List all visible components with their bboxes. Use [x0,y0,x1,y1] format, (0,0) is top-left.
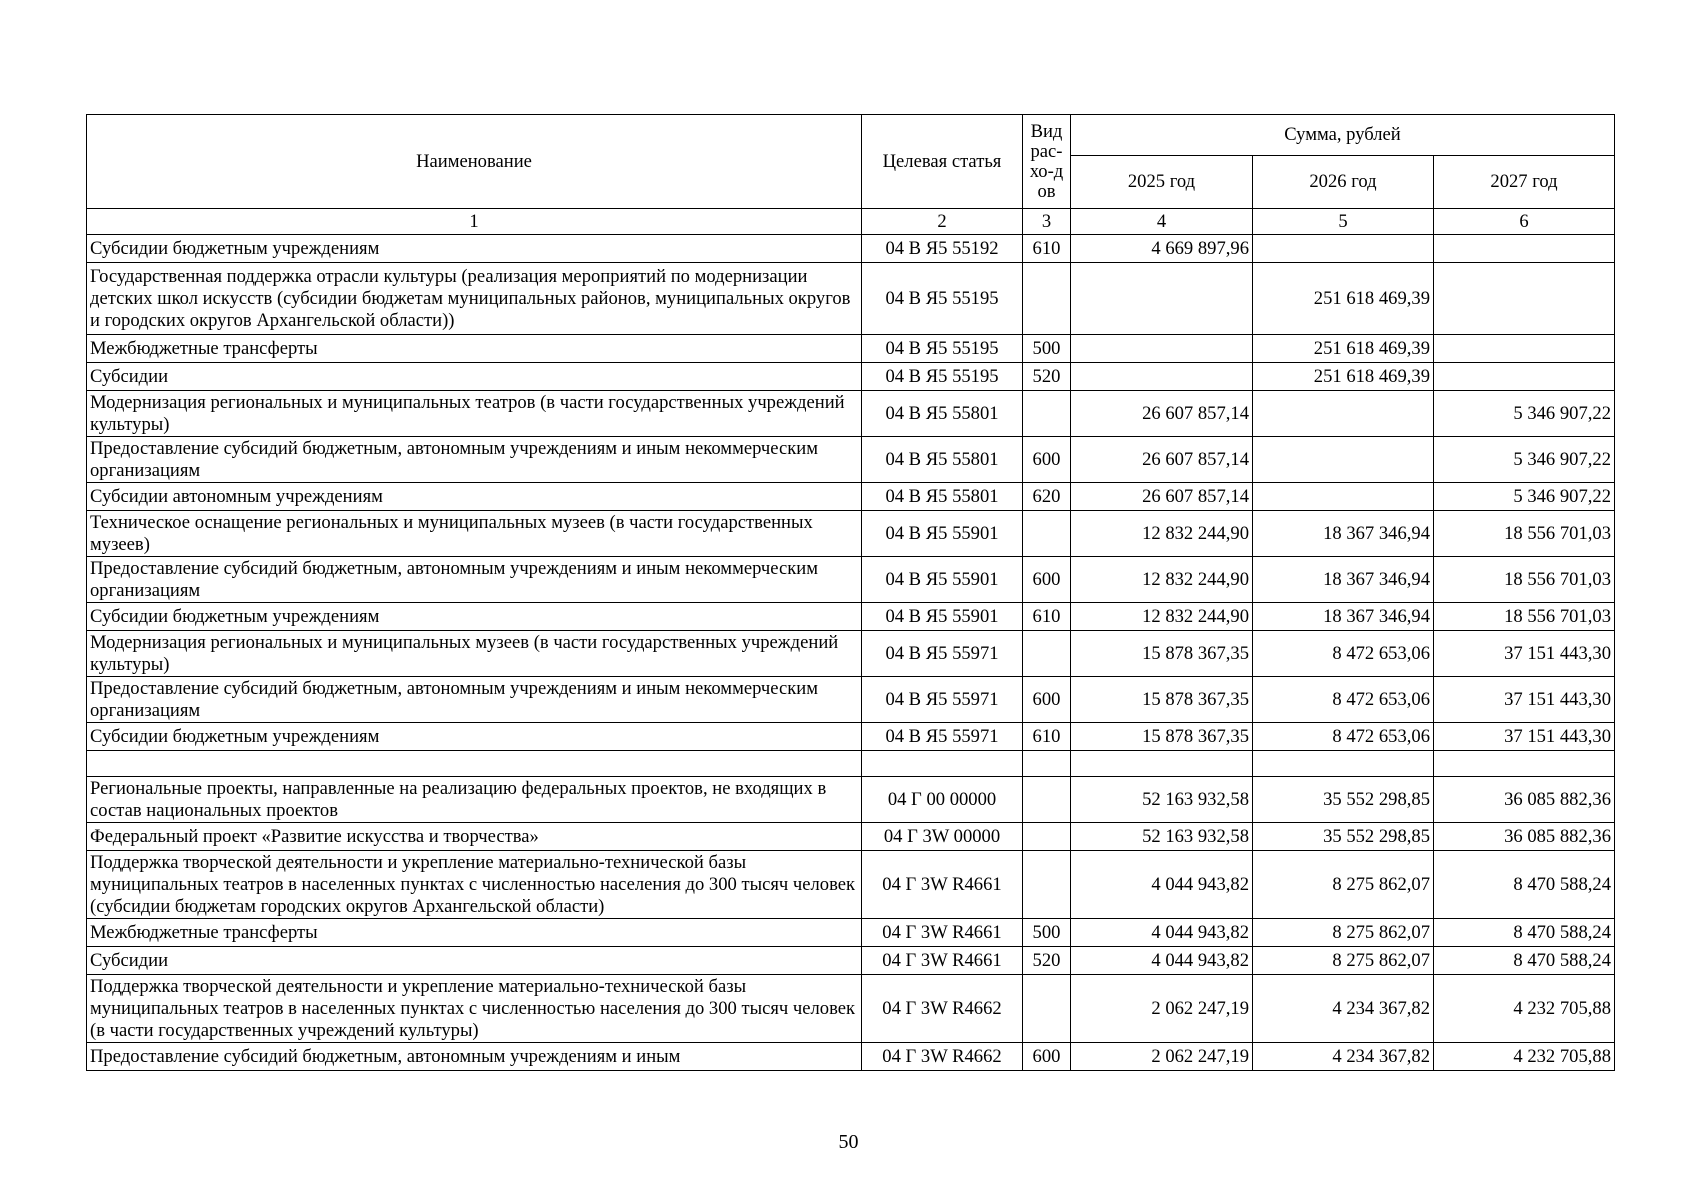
row-name: Модернизация региональных и муниципальных музеев (в части государственных учреждений культуры) [87,631,862,677]
row-name: Субсидии бюджетным учреждениям [87,603,862,631]
row-name: Предоставление субсидий бюджетным, автономным учреждениям и иным [87,1043,862,1071]
header-name: Наименование [87,115,862,209]
row-kind: 600 [1023,1043,1071,1071]
row-amount-2026: 18 367 346,94 [1253,511,1434,557]
row-amount-2025: 26 607 857,14 [1071,437,1253,483]
row-name: Государственная поддержка отрасли культуры (реализация мероприятий по модернизации детских школ искусств (субсидии бюджетам муниципальных районов, муниципальных округов и городских округов Архангельской области)) [87,263,862,335]
header-year-2026: 2026 год [1253,156,1434,209]
row-amount-2026: 4 234 367,82 [1253,975,1434,1043]
column-number: 2 [862,209,1023,235]
row-amount-2027: 36 085 882,36 [1434,777,1615,823]
row-amount-2027 [1434,235,1615,263]
row-amount-2026 [1253,391,1434,437]
row-amount-2025: 26 607 857,14 [1071,391,1253,437]
row-kind: 600 [1023,677,1071,723]
table-row [87,975,1615,1043]
row-code: 04 Г 3W R4662 [862,1043,1023,1071]
row-name: Предоставление субсидий бюджетным, автономным учреждениям и иным некоммерческим организациям [87,677,862,723]
row-code: 04 В Я5 55971 [862,677,1023,723]
row-code: 04 Г 3W R4662 [862,975,1023,1043]
row-amount-2027: 8 470 588,24 [1434,851,1615,919]
row-name: Техническое оснащение региональных и муниципальных музеев (в части государственных музеев) [87,511,862,557]
row-amount-2026: 251 618 469,39 [1253,335,1434,363]
row-code: 04 В Я5 55192 [862,235,1023,263]
row-kind: 520 [1023,947,1071,975]
row-amount-2025: 4 669 897,96 [1071,235,1253,263]
column-number: 6 [1434,209,1615,235]
table-row [87,363,1615,391]
table-row [87,483,1615,511]
row-amount-2027 [1434,335,1615,363]
row-kind: 520 [1023,363,1071,391]
row-amount-2026: 18 367 346,94 [1253,603,1434,631]
row-amount-2025: 52 163 932,58 [1071,777,1253,823]
row-name: Межбюджетные трансферты [87,919,862,947]
budget-table [86,114,1615,1071]
row-name: Субсидии бюджетным учреждениям [87,723,862,751]
row-code: 04 В Я5 55801 [862,391,1023,437]
table-row [87,557,1615,603]
table-row [87,335,1615,363]
row-code: 04 Г 00 00000 [862,777,1023,823]
row-code: 04 В Я5 55801 [862,437,1023,483]
row-code: 04 Г 3W R4661 [862,851,1023,919]
row-amount-2027: 37 151 443,30 [1434,723,1615,751]
row-amount-2025: 4 044 943,82 [1071,947,1253,975]
table-row [87,723,1615,751]
row-kind [1023,751,1071,777]
row-amount-2027: 4 232 705,88 [1434,1043,1615,1071]
row-amount-2025 [1071,363,1253,391]
row-code: 04 В Я5 55971 [862,631,1023,677]
row-amount-2025: 4 044 943,82 [1071,851,1253,919]
row-amount-2025: 2 062 247,19 [1071,975,1253,1043]
row-code: 04 В Я5 55195 [862,335,1023,363]
table-row [87,947,1615,975]
row-amount-2026 [1253,235,1434,263]
row-amount-2027: 37 151 443,30 [1434,677,1615,723]
row-name: Модернизация региональных и муниципальных театров (в части государственных учреждений культуры) [87,391,862,437]
table-row [87,1043,1615,1071]
row-amount-2025 [1071,335,1253,363]
table-row [87,391,1615,437]
row-kind: 600 [1023,437,1071,483]
row-amount-2027 [1434,751,1615,777]
row-name: Субсидии [87,947,862,975]
row-name: Региональные проекты, направленные на реализацию федеральных проектов, не входящих в состав национальных проектов [87,777,862,823]
row-amount-2025: 2 062 247,19 [1071,1043,1253,1071]
row-kind: 610 [1023,235,1071,263]
row-kind [1023,511,1071,557]
row-kind [1023,631,1071,677]
row-name: Предоставление субсидий бюджетным, автономным учреждениям и иным некоммерческим организациям [87,437,862,483]
row-amount-2026: 4 234 367,82 [1253,1043,1434,1071]
row-name: Федеральный проект «Развитие искусства и творчества» [87,823,862,851]
header-sum: Сумма, рублей [1071,115,1615,156]
row-amount-2027: 18 556 701,03 [1434,557,1615,603]
row-kind: 500 [1023,919,1071,947]
row-amount-2026: 35 552 298,85 [1253,777,1434,823]
row-name: Субсидии бюджетным учреждениям [87,235,862,263]
row-amount-2027: 4 232 705,88 [1434,975,1615,1043]
table-row [87,511,1615,557]
row-kind: 500 [1023,335,1071,363]
row-amount-2026: 251 618 469,39 [1253,263,1434,335]
row-amount-2025: 4 044 943,82 [1071,919,1253,947]
row-name: Субсидии автономным учреждениям [87,483,862,511]
row-amount-2026: 35 552 298,85 [1253,823,1434,851]
row-kind: 610 [1023,723,1071,751]
table-row [87,263,1615,335]
row-kind: 600 [1023,557,1071,603]
row-amount-2027: 18 556 701,03 [1434,511,1615,557]
table-row [87,603,1615,631]
row-amount-2026: 8 472 653,06 [1253,631,1434,677]
header-year-2025: 2025 год [1071,156,1253,209]
row-code: 04 В Я5 55901 [862,511,1023,557]
row-amount-2025 [1071,751,1253,777]
table-row [87,751,1615,777]
row-code: 04 Г 3W R4661 [862,919,1023,947]
row-code: 04 В Я5 55195 [862,263,1023,335]
row-amount-2027: 18 556 701,03 [1434,603,1615,631]
row-code: 04 Г 3W 00000 [862,823,1023,851]
row-name: Поддержка творческой деятельности и укрепление материально-технической базы муниципальных театров в населенных пунктах с численностью населения до 300 тысяч человек (субсидии бюджетам городских округов Архангельской области) [87,851,862,919]
table-row [87,777,1615,823]
row-amount-2027: 36 085 882,36 [1434,823,1615,851]
page-number: 50 [838,1131,859,1153]
row-amount-2025: 12 832 244,90 [1071,511,1253,557]
column-number: 4 [1071,209,1253,235]
row-name [87,751,862,777]
row-kind [1023,851,1071,919]
column-number: 3 [1023,209,1071,235]
header-year-2027: 2027 год [1434,156,1615,209]
row-name: Поддержка творческой деятельности и укрепление материально-технической базы муниципальных театров в населенных пунктах с численностью населения до 300 тысяч человек (в части государственных учреждений культуры) [87,975,862,1043]
table-row [87,823,1615,851]
header-code: Целевая статья [862,115,1023,209]
row-code: 04 Г 3W R4661 [862,947,1023,975]
row-amount-2026 [1253,483,1434,511]
row-amount-2027: 5 346 907,22 [1434,437,1615,483]
table-body [87,235,1615,1071]
row-name: Межбюджетные трансферты [87,335,862,363]
row-code [862,751,1023,777]
row-amount-2025: 15 878 367,35 [1071,677,1253,723]
row-name: Субсидии [87,363,862,391]
header-kind: Вид рас-хо-дов [1023,115,1071,209]
row-amount-2026 [1253,437,1434,483]
column-number: 5 [1253,209,1434,235]
row-amount-2025: 15 878 367,35 [1071,723,1253,751]
row-amount-2025: 15 878 367,35 [1071,631,1253,677]
row-amount-2027: 5 346 907,22 [1434,483,1615,511]
row-kind [1023,777,1071,823]
row-amount-2025: 12 832 244,90 [1071,603,1253,631]
row-amount-2025: 12 832 244,90 [1071,557,1253,603]
row-amount-2027: 5 346 907,22 [1434,391,1615,437]
table-row [87,677,1615,723]
row-kind [1023,975,1071,1043]
table-row [87,919,1615,947]
row-code: 04 В Я5 55971 [862,723,1023,751]
table-row [87,631,1615,677]
row-kind [1023,391,1071,437]
row-code: 04 В Я5 55901 [862,603,1023,631]
row-amount-2026: 8 275 862,07 [1253,919,1434,947]
row-amount-2025 [1071,263,1253,335]
row-amount-2027: 37 151 443,30 [1434,631,1615,677]
table-row [87,235,1615,263]
row-amount-2026: 8 275 862,07 [1253,947,1434,975]
row-amount-2027: 8 470 588,24 [1434,947,1615,975]
row-kind: 620 [1023,483,1071,511]
row-code: 04 В Я5 55801 [862,483,1023,511]
row-code: 04 В Я5 55195 [862,363,1023,391]
row-amount-2026: 8 472 653,06 [1253,723,1434,751]
row-amount-2026: 8 472 653,06 [1253,677,1434,723]
column-number: 1 [87,209,862,235]
row-amount-2027 [1434,363,1615,391]
table-row [87,437,1615,483]
row-amount-2025: 52 163 932,58 [1071,823,1253,851]
table-row [87,851,1615,919]
row-amount-2025: 26 607 857,14 [1071,483,1253,511]
row-kind [1023,823,1071,851]
row-amount-2027: 8 470 588,24 [1434,919,1615,947]
row-amount-2026 [1253,751,1434,777]
row-name: Предоставление субсидий бюджетным, автономным учреждениям и иным некоммерческим организациям [87,557,862,603]
row-amount-2026: 18 367 346,94 [1253,557,1434,603]
row-amount-2026: 8 275 862,07 [1253,851,1434,919]
row-kind [1023,263,1071,335]
row-amount-2027 [1434,263,1615,335]
row-amount-2026: 251 618 469,39 [1253,363,1434,391]
row-code: 04 В Я5 55901 [862,557,1023,603]
row-kind: 610 [1023,603,1071,631]
